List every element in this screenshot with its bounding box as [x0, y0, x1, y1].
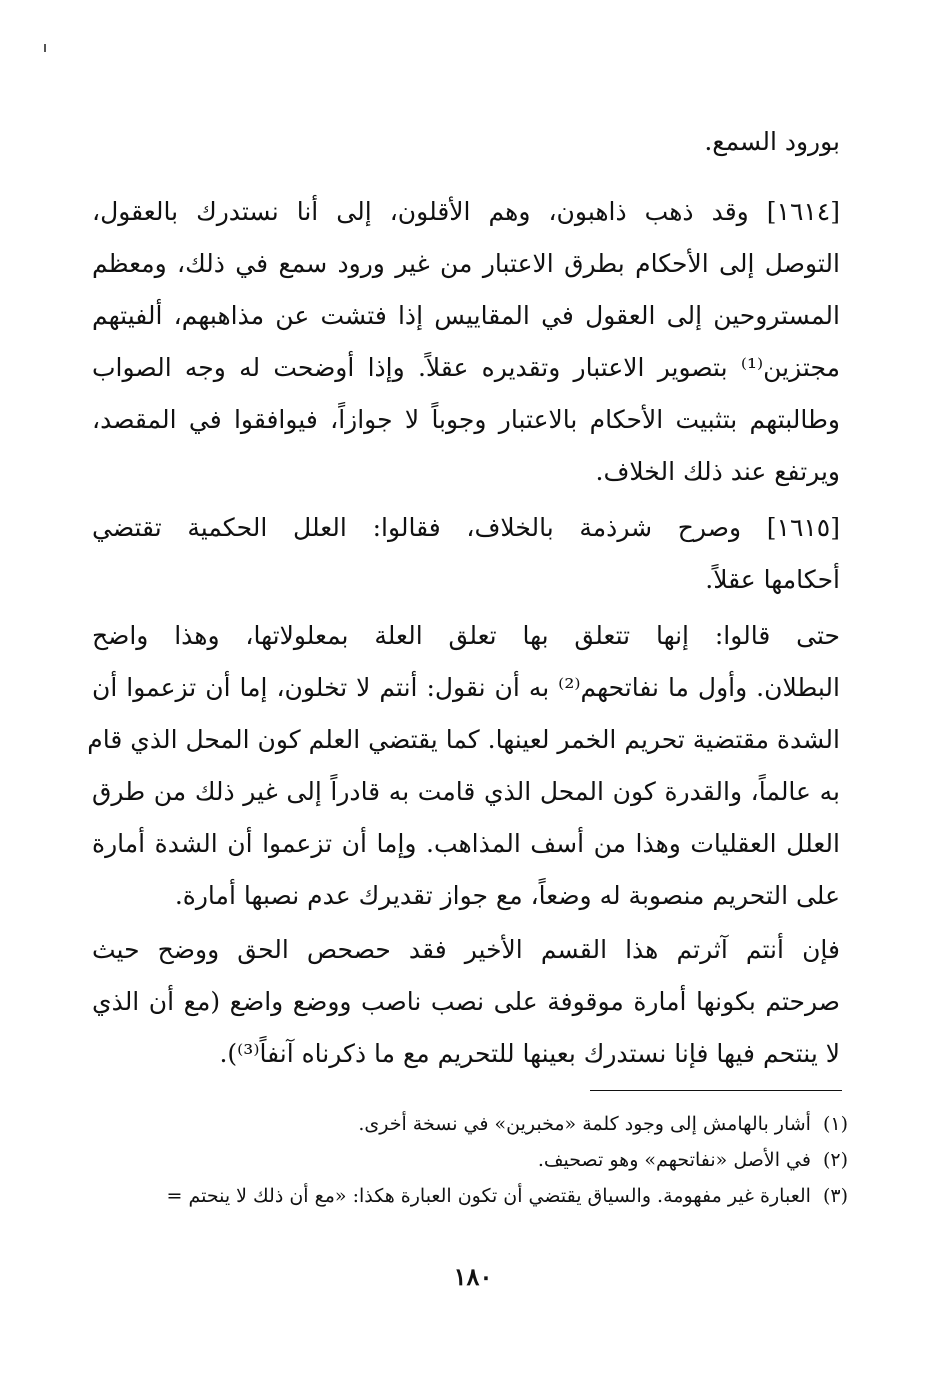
text-line: به عالماً، والقدرة كون المحل الذي قامت به قادراً إلى غير ذلك من طرق: [92, 777, 840, 806]
text-line: ويرتفع عند ذلك الخلاف.: [595, 457, 840, 486]
footnote-number: (٢): [822, 1149, 848, 1171]
paragraph-argument: [87, 610, 840, 922]
scan-speck: [44, 44, 46, 52]
footnote-text: أشار بالهامش إلى وجود كلمة «مخبرين» في نسخة أخرى.: [358, 1113, 811, 1135]
text-line: لا ينتحم فيها فإنا نستدرك بعينها للتحريم مع ما ذكرناه آنفاً⁽³⁾).: [219, 1039, 840, 1068]
footnote-2: [92, 1142, 848, 1178]
text-line: على التحريم منصوبة له وضعاً، مع جواز تقديرك عدم نصبها أمارة.: [174, 881, 840, 910]
paragraph-1615: [92, 502, 840, 606]
text-line: [١٦١٥] وصرح شرذمة بالخلاف، فقالوا: العلل الحكمية تقتضي: [92, 513, 840, 542]
paragraph-1614: [92, 186, 840, 498]
footnote-text: في الأصل «نفاتحهم» وهو تصحيف.: [537, 1149, 811, 1171]
text-line: بورود السمع.: [704, 127, 840, 156]
text-line: أحكامها عقلاً.: [705, 565, 840, 594]
text-line: العلل العقليات وهذا من أسف المذاهب. وإما أن تزعموا أن الشدة أمارة: [92, 829, 840, 858]
paragraph-conclusion: [92, 924, 840, 1080]
footnote-3: [92, 1178, 848, 1214]
footnote-1: [92, 1106, 848, 1142]
text-line: فإن أنتم آثرتم هذا القسم الأخير فقد حصحص الحق ووضح حيث: [92, 935, 840, 964]
page-number: ١٨٠: [453, 1262, 493, 1291]
text-line: البطلان. وأول ما نفاتحهم⁽²⁾ به أن نقول: أنتم لا تخلون، إما أن تزعموا أن: [92, 673, 840, 702]
text-line: الشدة مقتضية تحريم الخمر لعينها. كما يقتضي العلم كون المحل الذي قام: [87, 725, 840, 754]
paragraph-continuation: [92, 116, 840, 168]
footnote-divider: [590, 1090, 842, 1091]
text-line: حتى قالوا: إنها تتعلق بها تعلق العلة بمعلولاتها، وهذا واضح: [92, 621, 840, 650]
footnote-text: العبارة غير مفهومة. والسياق يقتضي أن تكون العبارة هكذا: «مع أن ذلك لا ينحتم =: [166, 1185, 811, 1207]
text-line: صرحتم بكونها أمارة موقوفة على نصب ناصب ووضع واضع (مع أن الذي: [92, 987, 840, 1016]
footnote-number: (١): [822, 1113, 848, 1135]
text-line: المستروحين إلى العقول في المقاييس إذا فتشت عن مذاهبهم، ألفيتهم: [92, 301, 840, 330]
text-line: [١٦١٤] وقد ذهب ذاهبون، وهم الأقلون، إلى أنا نستدرك بالعقول،: [92, 197, 840, 226]
text-line: وطالبتهم بتثبيت الأحكام بالاعتبار وجوباً لا جوازاً، فيوافقوا في المقصد،: [92, 405, 840, 434]
footnotes: [92, 1106, 848, 1214]
text-line: مجتزين⁽¹⁾ بتصوير الاعتبار وتقديره عقلاً. وإذا أوضحت له وجه الصواب: [92, 353, 840, 382]
text-line: التوصل إلى الأحكام بطرق الاعتبار من غير ورود سمع في ذلك، ومعظم: [92, 249, 840, 278]
footnote-number: (٣): [822, 1185, 848, 1207]
